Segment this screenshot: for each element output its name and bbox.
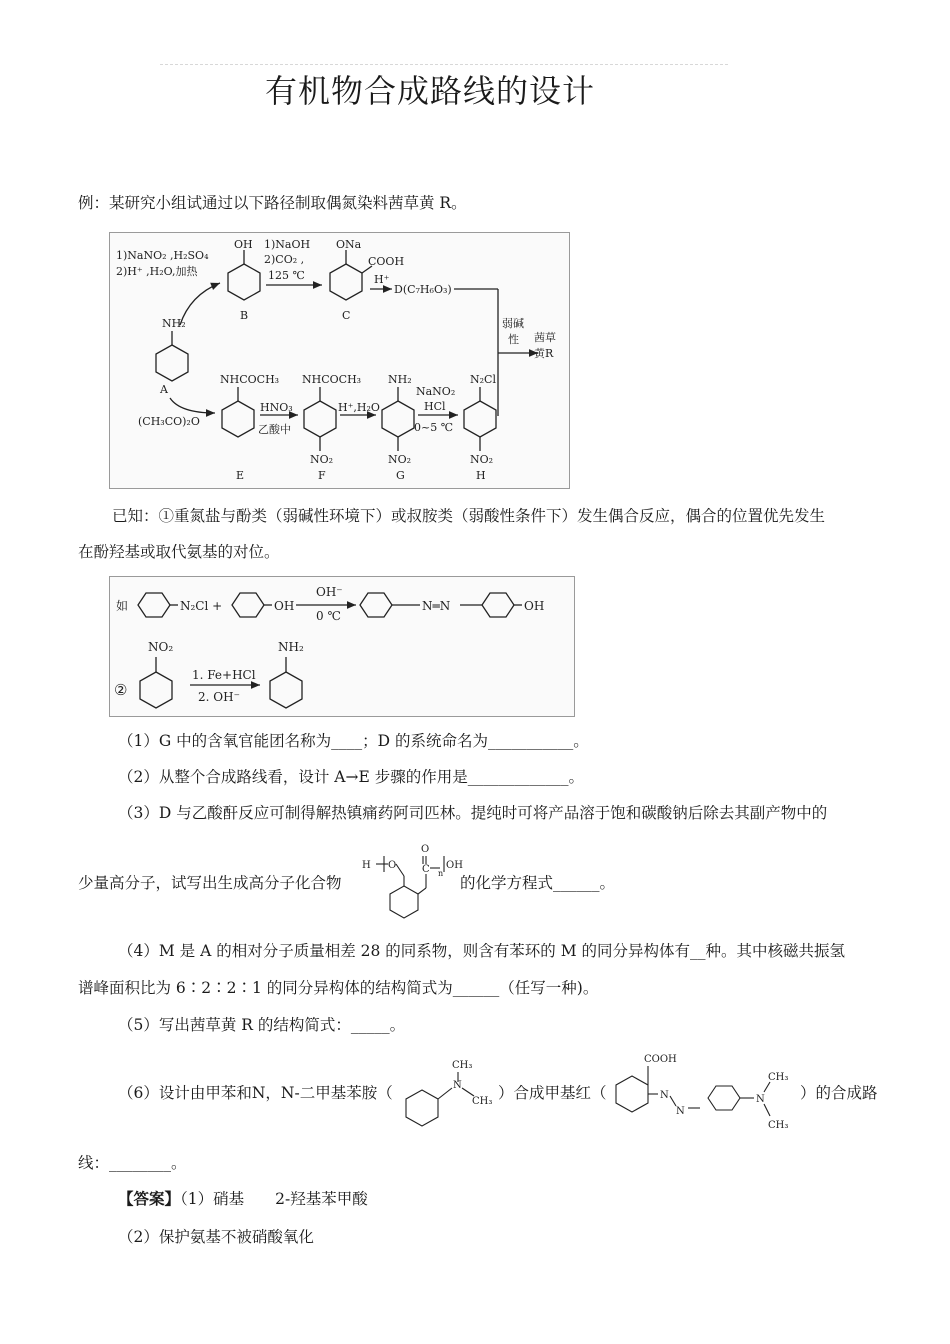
- reagent-b2: 2)CO₂ ,: [264, 253, 305, 266]
- question-6-mid: ）合成甲基红（: [498, 1084, 607, 1102]
- label-h: H: [476, 469, 486, 482]
- question-2: （2）从整个合成路线看，设计 A→E 步骤的作用是_____________。: [118, 768, 584, 786]
- label-nh2: NH₂: [278, 640, 304, 654]
- polymer-oh: OH: [446, 860, 463, 871]
- question-4a: （4）M 是 A 的相对分子质量相差 28 的同系物，则含有苯环的 M 的同分异构体有__种。其中核磁共振氢: [118, 942, 846, 960]
- label-step1: 1. Fe+HCl: [192, 668, 256, 682]
- known-reaction-figure: [109, 576, 575, 717]
- mr-n: N: [756, 1094, 765, 1105]
- mr-n1: N: [660, 1090, 669, 1101]
- label-ru: 如: [116, 599, 129, 613]
- reagent-b1: 1)NaOH: [264, 238, 311, 251]
- label-n2cl: N₂Cl: [470, 373, 496, 386]
- intro-text: 例：某研究小组试通过以下路径制取偶氮染料茜草黄 R。: [78, 194, 467, 212]
- ring-f: [304, 401, 336, 437]
- synthesis-scheme-figure: [109, 232, 570, 489]
- question-6-pre: （6）设计由甲苯和N，N-二甲基苯胺（: [118, 1084, 393, 1102]
- polymer-o-top: O: [421, 844, 430, 855]
- mr-n2: N: [676, 1106, 685, 1117]
- methyl-red-structure: [604, 1046, 808, 1138]
- ring-diazonium: [138, 593, 170, 617]
- label-product-2: 黄R: [534, 347, 554, 360]
- ring-g: [382, 401, 414, 437]
- label-a: A: [160, 383, 168, 396]
- answer-1: （1）硝基 2-羟基苯甲酸: [180, 1190, 368, 1208]
- label-oh-reactant: OH: [274, 599, 295, 613]
- mr-cooh: COOH: [644, 1054, 677, 1065]
- question-5: （5）写出茜草黄 R 的结构简式：_____。: [118, 1016, 406, 1034]
- ring-h: [464, 401, 496, 437]
- label-azo: N═N: [422, 599, 451, 613]
- label-temp: 0~5 ℃: [414, 421, 454, 434]
- label-no2: NO₂: [148, 640, 174, 654]
- mr-ch3-top: CH₃: [768, 1072, 789, 1083]
- label-weak-base-1: 弱碱: [502, 317, 524, 330]
- reagent-a2: 2)H⁺ ,H₂O,加热: [116, 265, 198, 278]
- label-b: B: [240, 309, 249, 322]
- question-1: （1）G 中的含氧官能团名称为____；D 的系统命名为___________。: [118, 732, 589, 750]
- question-6-end: 线：________。: [78, 1154, 187, 1172]
- label-zero-deg: 0 ℃: [316, 609, 341, 623]
- label-oh-minus: OH⁻: [316, 585, 343, 599]
- dma-ch3-side: CH₃: [472, 1096, 493, 1107]
- label-cooh-c: COOH: [368, 255, 405, 268]
- known-line-1: 已知：①重氮盐与酚类（弱碱性环境下）或叔胺类（弱酸性条件下）发生偶合反应，偶合的位置优先发生: [112, 507, 826, 525]
- ring-e: [222, 401, 254, 437]
- ring-b: [228, 264, 260, 300]
- dma-n: N: [453, 1080, 462, 1091]
- label-acetic: 乙酸中: [258, 423, 291, 436]
- label-g: G: [396, 469, 405, 482]
- mr-ch3-bot: CH₃: [768, 1120, 789, 1131]
- label-c: C: [342, 309, 351, 322]
- question-3b-post: 的化学方程式______。: [460, 874, 616, 892]
- label-hno3: HNO₃: [260, 401, 293, 414]
- label-no2-g: NO₂: [388, 453, 412, 466]
- label-h-plus: H⁺: [374, 273, 390, 286]
- label-product-1: 茜草: [534, 331, 556, 344]
- label-f: F: [318, 469, 326, 482]
- label-circle-2: ②: [114, 681, 128, 699]
- question-3a: （3）D 与乙酸酐反应可制得解热镇痛药阿司匹林。提纯时可将产品溶于饱和碳酸钠后除去其副产物中的: [118, 804, 828, 822]
- label-step2: 2. OH⁻: [198, 690, 240, 704]
- synthesis-scheme: [110, 233, 569, 488]
- label-n2cl-plus: N₂Cl +: [180, 599, 223, 613]
- label-ona: ONa: [336, 238, 362, 251]
- label-nhcoch3-f: NHCOCH₃: [302, 373, 362, 386]
- label-h-h2o: H⁺,H₂O: [338, 401, 380, 414]
- label-nh2-a: NH₂: [162, 317, 186, 330]
- dimethylaniline-structure: [396, 1054, 504, 1132]
- ring-phenol: [232, 593, 264, 617]
- known-reactions: [110, 577, 574, 716]
- label-no2-f: NO₂: [310, 453, 334, 466]
- reagent-a1: 1)NaNO₂ ,H₂SO₄: [116, 249, 209, 262]
- polymer-o: O: [388, 860, 397, 871]
- question-3b-pre: 少量高分子，试写出生成高分子化合物: [78, 874, 342, 892]
- label-nano2: NaNO₂: [416, 385, 456, 398]
- question-6-post: ）的合成路: [800, 1084, 878, 1102]
- answer-line-1: [118, 1189, 368, 1209]
- ring-c: [330, 264, 362, 300]
- reagent-b3: 125 ℃: [268, 269, 305, 282]
- polymer-structure: [360, 842, 463, 924]
- label-oh-b: OH: [234, 238, 253, 251]
- label-ac2o: (CH₃CO)₂O: [138, 415, 200, 428]
- ring-aniline: [270, 672, 302, 708]
- polymer-n: n: [438, 869, 444, 878]
- label-nhcoch3-e: NHCOCH₃: [220, 373, 280, 386]
- label-no2-h: NO₂: [470, 453, 494, 466]
- header-rule: [160, 64, 728, 65]
- dma-ch3-top: CH₃: [452, 1060, 473, 1071]
- known-line-2: 在酚羟基或取代氨基的对位。: [78, 543, 280, 561]
- label-weak-base-2: 性: [508, 333, 519, 346]
- polymer-c: C: [422, 864, 430, 875]
- answer-line-2: （2）保护氨基不被硝酸氧化: [118, 1228, 314, 1246]
- label-d: D(C₇H₆O₃): [394, 283, 452, 296]
- question-4b: 谱峰面积比为 6∶2∶2∶1 的同分异构体的结构简式为______（任写一种)。: [78, 979, 599, 997]
- label-oh-product: OH: [524, 599, 545, 613]
- label-e: E: [236, 469, 245, 482]
- label-nh2-g: NH₂: [388, 373, 412, 386]
- label-hcl: HCl: [424, 400, 446, 413]
- ring-azo-right: [482, 593, 514, 617]
- ring-azo-left: [360, 593, 392, 617]
- page-title: 有机物合成路线的设计: [264, 72, 595, 110]
- answer-tag: 【答案】: [118, 1189, 181, 1208]
- ring-nitrobenzene: [140, 672, 172, 708]
- ring-a: [156, 345, 188, 381]
- polymer-h: H: [362, 860, 371, 871]
